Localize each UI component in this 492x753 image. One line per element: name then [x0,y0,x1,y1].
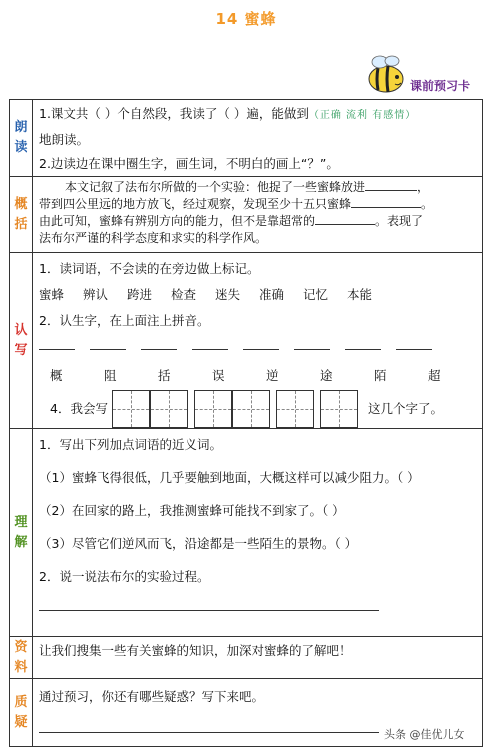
word-item: 本能 [347,287,373,302]
blank-line[interactable] [365,190,417,191]
renxie-q1: 1．读词语，不会读的在旁边做上标记。 [39,261,260,276]
char-item: 误 [212,368,225,383]
lijie-q1: 1．写出下列加点词语的近义词。 [39,437,222,452]
word-item: 辨认 [83,287,109,302]
section-label-renxie: 认 写 [10,253,33,429]
char-item: 括 [158,368,171,383]
char-item: 途 [320,368,333,383]
badge-label: 课前预习卡 [410,79,471,93]
pinyin-blank[interactable] [294,345,330,350]
page-title: 14 蜜蜂 [215,10,277,28]
blank-line[interactable] [351,207,421,208]
watermark: 头条 @佳优儿女 [384,728,465,741]
gaikuo-line3-end: 。表现了 [375,214,424,228]
answer-line[interactable] [39,609,379,611]
pinyin-blank[interactable] [90,345,126,350]
char-list [50,366,482,386]
zhiyi-text: 通过预习，你还有哪些疑惑？写下来吧。 [39,689,265,704]
word-list [39,285,482,305]
section-label-langdu: 朗 读 [10,100,33,177]
gaikuo-line4: 法布尔严谨的科学态度和求实的科学作风。 [39,231,268,245]
lijie-s3: （3）尽管它们逆风而飞，沿途都是一些陌生的景物。（ ） [39,536,358,551]
char-item: 陌 [374,368,387,383]
langdu-item2: 2.边读边在课中圈生字，画生词，不明白的画上“？”。 [39,156,339,171]
writing-box[interactable] [320,390,358,428]
lijie-s2: （2）在回家的路上，我推测蜜蜂可能找不到家了。（ ） [39,503,345,518]
writing-box[interactable] [112,390,150,428]
pinyin-blank[interactable] [396,345,432,350]
pinyin-blank[interactable] [192,345,228,350]
gaikuo-line3: 由此可知，蜜蜂有辨别方向的能力，但不是靠超常的 [39,214,316,228]
ziliao-text: 让我们搜集一些有关蜜蜂的知识，加深对蜜蜂的了解吧！ [39,643,352,658]
section-label-ziliao: 资 料 [10,637,33,679]
renxie-q4: 4．我会写 [50,401,108,416]
langdu-item1: 1.课文共（ ）个自然段，我读了（ ）遍，能做到 [39,106,309,121]
blank-line[interactable] [315,224,375,225]
gaikuo-line2: 带到四公里远的地方放飞，经过观察，发现至少十五只蜜蜂 [39,197,352,211]
gaikuo-line1: 本文记叙了法布尔所做的一个实验：他捉了一些蜜蜂放进 [65,180,366,194]
gaikuo-content: 本文记叙了法布尔所做的一个实验：他捉了一些蜜蜂放进 ， 带到四公里远的地方放飞，经过观察，发现至少十五只蜜蜂 。 由此可知，蜜蜂有辨别方向的能力，但不是靠超常的 。表现了 法布尔严谨的科学态度和求实的科学作风。 [33,177,483,253]
section-label-lijie: 理 解 [10,429,33,637]
word-item: 记忆 [303,287,329,302]
pinyin-blank[interactable] [243,345,279,350]
word-item: 迷失 [215,287,241,302]
pinyin-blank[interactable] [345,345,381,350]
lijie-q2: 2．说一说法布尔的实验过程。 [39,569,210,584]
answer-line[interactable] [39,731,379,733]
writing-box[interactable] [194,390,232,428]
char-item: 超 [428,368,441,383]
lijie-content [33,429,483,637]
pinyin-blank[interactable] [141,345,177,350]
word-item: 准确 [259,287,285,302]
pinyin-blank[interactable] [39,345,75,350]
worksheet-table [9,99,483,747]
word-item: 蜜蜂 [39,287,65,302]
writing-box[interactable] [276,390,314,428]
renxie-q4-end: 这几个字了。 [367,401,443,416]
lijie-s1: （1）蜜蜂飞得很低，几乎要触到地面，大概这样可以减少阻力。（ ） [39,470,420,485]
ziliao-content [33,637,483,679]
writing-grids [50,390,482,428]
section-label-gaikuo: 概 括 [10,177,33,253]
pinyin-lines [39,345,482,350]
writing-box[interactable] [232,390,270,428]
char-item: 逆 [266,368,279,383]
renxie-q2: 2．认生字，在上面注上拼音。 [39,313,210,328]
word-item: 检查 [171,287,197,302]
langdu-hint: （正确 流利 有感情） [308,110,417,121]
langdu-content [33,100,483,177]
char-item: 阻 [104,368,117,383]
writing-box[interactable] [150,390,188,428]
char-item: 概 [50,368,63,383]
section-label-zhiyi: 质 疑 [10,679,33,747]
word-item: 跨进 [127,287,153,302]
renxie-content [33,253,483,429]
langdu-item1-end: 地朗读。 [39,132,90,147]
